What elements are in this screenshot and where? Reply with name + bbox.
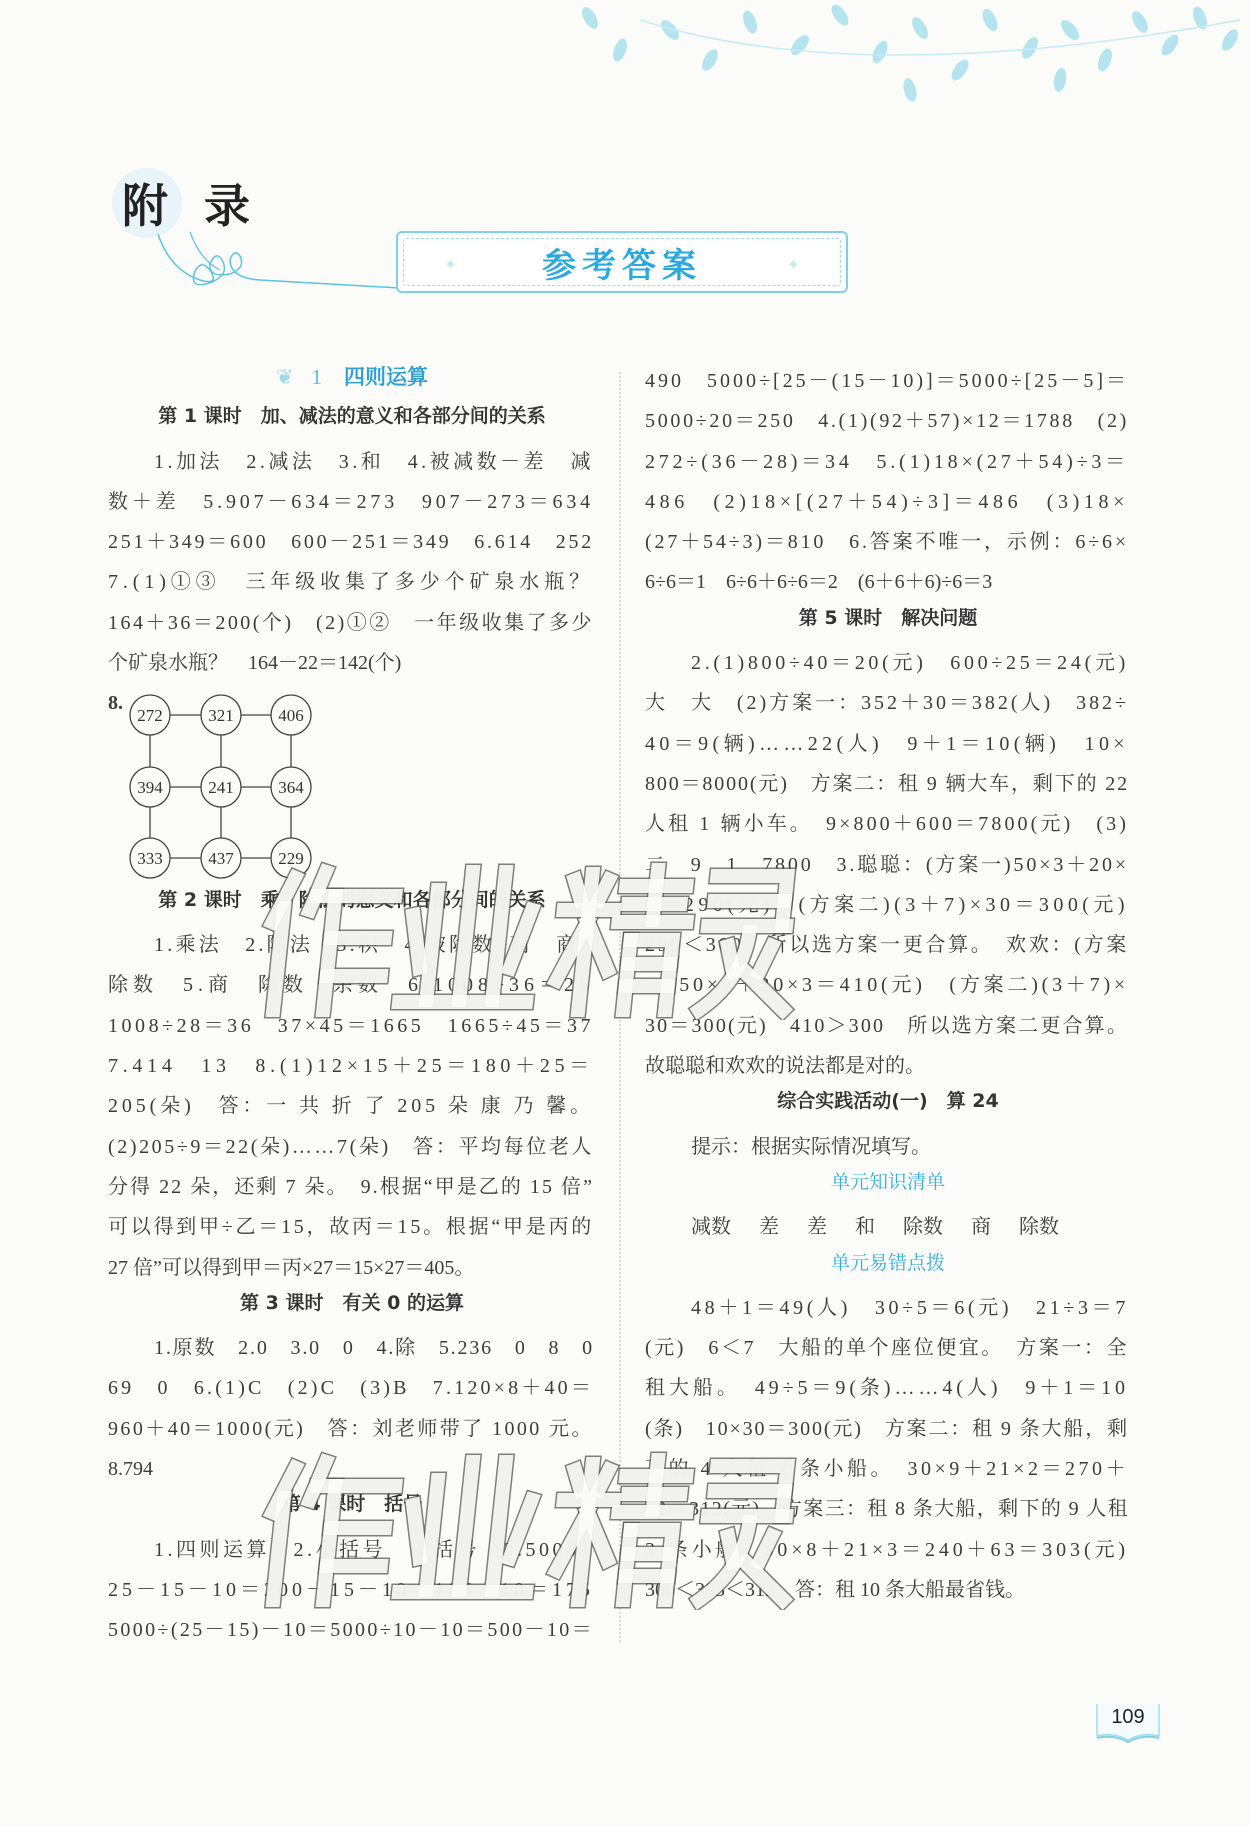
answer-line bbox=[108, 482, 596, 522]
grid-number: 272 bbox=[137, 706, 163, 726]
answer-line bbox=[645, 1409, 1131, 1449]
subsection-heading bbox=[645, 1167, 1131, 1207]
answer-line-text: 1.加法 2.减法 3.和 4.被减数－差 减 bbox=[154, 450, 594, 473]
answer-line-text: 分得 22 朵，还剩 7 朵。 9.根据“甲是乙的 15 倍” bbox=[108, 1175, 594, 1198]
appendix-title: 附 录 bbox=[122, 179, 261, 233]
number-grid bbox=[120, 683, 360, 885]
lesson-heading-text: 综合实践活动(一) 算 24 bbox=[777, 1090, 999, 1113]
banner-title: 参考答案 bbox=[542, 245, 702, 286]
answer-item: 除数 bbox=[1019, 1216, 1059, 1239]
answer-line-text: 1.四则运算 2.小括号 中括号 3.5000÷ bbox=[154, 1538, 595, 1561]
answer-item: 和 bbox=[855, 1216, 875, 1239]
answer-line bbox=[645, 1489, 1131, 1529]
answer-line-text: 290＜300 所以选方案一更合算。 欢欢：(方案 bbox=[645, 934, 1129, 957]
answer-line bbox=[645, 401, 1131, 441]
right-column bbox=[645, 361, 1131, 1610]
answer-line-text: 42＝312(元) 方案三：租 8 条大船，剩下的 9 人租 bbox=[645, 1498, 1129, 1521]
lesson-heading-text: 第 5 课时 解决问题 bbox=[798, 606, 978, 629]
answer-line bbox=[108, 1530, 596, 1570]
answer-line-text: 除数 5.商 除数 余数 6.1008÷36＝28 bbox=[108, 974, 595, 997]
answer-key-banner bbox=[396, 231, 848, 293]
answer-line-text: 5000÷20＝250 4.(1)(92＋57)×12＝1788 (2) bbox=[645, 410, 1129, 433]
subsection-heading-text: 单元易错点拨 bbox=[830, 1251, 945, 1274]
subsection-heading bbox=[645, 1248, 1131, 1288]
answer-item: 差 bbox=[759, 1216, 779, 1239]
lesson-heading bbox=[108, 885, 596, 925]
answer-line-text: 7.(1)①③ 三年级收集了多少个矿泉水瓶？ bbox=[108, 571, 594, 594]
answer-line bbox=[645, 1006, 1131, 1046]
answer-line bbox=[108, 442, 596, 482]
leaf-icon bbox=[610, 37, 629, 64]
leaf-icon bbox=[869, 39, 890, 66]
lesson-heading-text: 第 4 课时 括号 bbox=[281, 1493, 423, 1516]
answer-line bbox=[645, 522, 1131, 562]
page-number: 109 bbox=[1111, 1706, 1145, 1728]
leaf-icon bbox=[948, 57, 972, 84]
answer-line-text: 25－15－10＝200－15－10＝185－10＝175 bbox=[108, 1578, 594, 1601]
answer-line bbox=[645, 804, 1131, 844]
leaf-icon bbox=[740, 9, 759, 36]
grid-number: 333 bbox=[137, 849, 163, 869]
grid-number: 321 bbox=[208, 706, 234, 726]
answer-line-text: 下的 4 人租 2 条小船。 30×9＋21×2＝270＋ bbox=[645, 1458, 1130, 1481]
answer-line bbox=[645, 683, 1131, 723]
answer-line-text: 164＋36＝200(个) (2)①② 一年级收集了多少 bbox=[108, 611, 594, 634]
lesson-heading bbox=[108, 401, 596, 441]
lesson-heading-text: 第 3 课时 有关 0 的运算 bbox=[240, 1291, 464, 1314]
answer-line-text: 6÷6＝1 6÷6＋6÷6＝2 (6＋6＋6)÷6＝3 bbox=[645, 571, 993, 594]
leaf-icon bbox=[788, 32, 813, 58]
answer-line bbox=[108, 1006, 596, 1046]
leaf-icon bbox=[1095, 47, 1114, 74]
lesson-heading bbox=[108, 1489, 596, 1529]
answer-line bbox=[108, 522, 596, 562]
sprout-icon: ❦ bbox=[275, 365, 294, 389]
subsection-heading-text: 单元知识清单 bbox=[830, 1170, 945, 1193]
answer-line bbox=[108, 965, 596, 1005]
answer-line bbox=[108, 925, 596, 965]
answer-line-text: 8.794 bbox=[108, 1458, 153, 1481]
leaf-icon bbox=[979, 7, 1000, 34]
answer-line bbox=[645, 724, 1131, 764]
answer-line-text: 69 0 6.(1)C (2)C (3)B 7.120×8＋40＝ bbox=[108, 1377, 595, 1400]
answer-line-text: 300＜303＜312 答：租 10 条大船最省钱。 bbox=[645, 1578, 1025, 1601]
answer-line-text: 486 (2)18×[(27＋54)÷3]＝486 (3)18× bbox=[645, 490, 1129, 513]
answer-line bbox=[645, 1449, 1131, 1489]
grid-number: 241 bbox=[208, 778, 234, 798]
answer-line bbox=[645, 965, 1131, 1005]
answer-line bbox=[108, 1328, 596, 1368]
answer-line-text: 1008÷28＝36 37×45＝1665 1665÷45＝37 bbox=[108, 1014, 594, 1037]
answer-line bbox=[108, 1167, 596, 1207]
answer-line-text: 40＝9(辆)……22(人) 9＋1＝10(辆) 10× bbox=[645, 732, 1129, 755]
answer-line bbox=[645, 1046, 1131, 1086]
grid-number: 437 bbox=[208, 849, 234, 869]
leaf-icon bbox=[1129, 9, 1151, 36]
answer-line-text: 251＋349＝600 600－251＝349 6.614 252 bbox=[108, 531, 595, 554]
figure-label: 8. bbox=[108, 692, 123, 715]
leaf-icon bbox=[699, 47, 721, 74]
answer-line-text: 7.414 13 8.(1)12×15＋25＝180＋25＝ bbox=[108, 1055, 594, 1078]
answer-line bbox=[645, 442, 1131, 482]
answer-line-text: 大 大 (2)方案一：352＋30＝382(人) 382÷ bbox=[645, 692, 1129, 715]
answer-line-text: 7＝290(元) (方案二)(3＋7)×30＝300(元) bbox=[645, 893, 1129, 916]
answer-line bbox=[645, 1570, 1131, 1610]
answer-line bbox=[108, 1207, 596, 1247]
answer-line-text: 人租 1 辆小车。 9×800＋600＝7800(元) (3) bbox=[645, 813, 1129, 836]
leaf-icon bbox=[1052, 67, 1068, 93]
answer-line-text: (元) 6＜7 大船的单个座位便宜。 方案一：全 bbox=[645, 1337, 1129, 1360]
answer-line bbox=[108, 643, 596, 683]
answer-line bbox=[645, 1530, 1131, 1570]
answer-line bbox=[645, 1328, 1131, 1368]
answer-line-text: 30＝300(元) 410＞300 所以选方案二更合算。 bbox=[645, 1014, 1129, 1037]
answer-item: 减数 bbox=[691, 1216, 731, 1239]
answer-row bbox=[645, 1207, 1131, 1247]
answer-line-text: 48＋1＝49(人) 30÷5＝6(元) 21÷3＝7 bbox=[691, 1296, 1130, 1319]
answer-line-text: 一)50×7＋20×3＝410(元) (方案二)(3＋7)× bbox=[645, 974, 1129, 997]
number-grid-figure bbox=[108, 683, 596, 885]
answer-line bbox=[645, 1288, 1131, 1328]
answer-line-text: 2.(1)800÷40＝20(元) 600÷25＝24(元) bbox=[691, 652, 1130, 675]
answer-line-text: 故聪聪和欢欢的说法都是对的。 bbox=[645, 1055, 925, 1078]
answer-line bbox=[645, 643, 1131, 683]
column-divider bbox=[619, 372, 621, 1642]
answer-line bbox=[108, 1610, 596, 1650]
answer-line-text: 二 9 1 7800 3.聪聪：(方案一)50×3＋20× bbox=[645, 853, 1129, 876]
leaf-icon bbox=[1158, 32, 1182, 59]
answer-line bbox=[645, 361, 1131, 401]
lesson-heading bbox=[108, 1288, 596, 1328]
answer-line bbox=[108, 1248, 596, 1288]
section-number: 1 bbox=[311, 365, 323, 389]
leaf-decoration bbox=[560, 0, 1250, 110]
section-title: 四则运算 bbox=[344, 365, 429, 389]
lesson-heading bbox=[645, 1086, 1131, 1126]
answer-line-text: (条) 10×30＝300(元) 方案二：租 9 条大船，剩 bbox=[645, 1417, 1129, 1440]
answer-line-text: 1.乘法 2.除法 3.积 4.被除数÷商 商× bbox=[154, 934, 594, 957]
section-heading bbox=[108, 361, 596, 401]
answer-line bbox=[108, 1409, 596, 1449]
answer-line-text: 5000÷(25－15)－10＝5000÷10－10＝500－10＝ bbox=[108, 1619, 594, 1642]
leaf-icon bbox=[1219, 27, 1241, 54]
answer-line bbox=[645, 764, 1131, 804]
lesson-heading-text: 第 1 课时 加、减法的意义和各部分间的关系 bbox=[158, 405, 546, 428]
swirl-decoration bbox=[150, 230, 410, 300]
answer-line-text: 205(朵) 答：一 共 折 了 205 朵 康 乃 馨。 bbox=[108, 1095, 594, 1118]
leaf-icon bbox=[579, 5, 601, 32]
page-number-badge bbox=[1093, 1700, 1163, 1744]
answer-line bbox=[645, 1127, 1131, 1167]
leaf-icon bbox=[1058, 17, 1083, 43]
answer-item: 差 bbox=[807, 1216, 827, 1239]
lesson-heading bbox=[645, 603, 1131, 643]
answer-item: 商 bbox=[971, 1216, 991, 1239]
answer-line bbox=[645, 482, 1131, 522]
answer-line-text: 提示：根据实际情况填写。 bbox=[691, 1135, 931, 1158]
answer-line bbox=[645, 845, 1131, 885]
answer-line-text: 960＋40＝1000(元) 答：刘老师带了 1000 元。 bbox=[108, 1417, 594, 1440]
grid-number: 364 bbox=[278, 778, 304, 798]
grid-number: 229 bbox=[278, 849, 304, 869]
star-icon: ✦ bbox=[444, 257, 458, 274]
leaf-icon bbox=[828, 2, 852, 29]
answer-line bbox=[645, 562, 1131, 602]
answer-line bbox=[108, 1570, 596, 1610]
answer-line bbox=[108, 1046, 596, 1086]
grid-number: 406 bbox=[278, 706, 304, 726]
star-icon: ✦ bbox=[786, 257, 800, 274]
leaf-icon bbox=[901, 77, 919, 103]
answer-line bbox=[108, 1449, 596, 1489]
answer-line-text: 490 5000÷[25－(15－10)]＝5000÷[25－5]＝ bbox=[645, 370, 1129, 392]
answer-line-text: (2)205÷9＝22(朵)……7(朵) 答：平均每位老人 bbox=[108, 1135, 594, 1158]
answer-line bbox=[108, 1368, 596, 1408]
answer-line-text: 800＝8000(元) 方案二：租 9 辆大车，剩下的 22 bbox=[645, 772, 1129, 795]
answer-line-text: 272÷(36－28)＝34 5.(1)18×(27＋54)÷3＝ bbox=[645, 450, 1129, 473]
leaf-icon bbox=[909, 15, 931, 42]
leaf-icon bbox=[658, 17, 683, 43]
answer-line-text: 租大船。 49÷5＝9(条)……4(人) 9＋1＝10 bbox=[645, 1377, 1129, 1400]
answer-line bbox=[645, 885, 1131, 925]
grid-number: 394 bbox=[137, 778, 163, 798]
answer-line bbox=[645, 1368, 1131, 1408]
answer-line-text: 个矿泉水瓶？ 164－22＝142(个) bbox=[108, 652, 402, 675]
answer-line-text: 数＋差 5.907－634＝273 907－273＝634 bbox=[108, 490, 595, 513]
answer-line bbox=[108, 562, 596, 602]
lesson-heading-text: 第 2 课时 乘、除法的意义和各部分间的关系 bbox=[158, 888, 546, 911]
answer-line bbox=[645, 925, 1131, 965]
answer-line bbox=[108, 1127, 596, 1167]
answer-line-text: 27 倍”可以得到甲＝丙×27＝15×27＝405。 bbox=[108, 1256, 475, 1279]
answer-line-text: 1.原数 2.0 3.0 0 4.除 5.236 0 8 0 bbox=[154, 1337, 594, 1360]
answer-item: 除数 bbox=[903, 1216, 943, 1239]
answer-line-text: 可以得到甲÷乙＝15，故丙＝15。根据“甲是丙的 bbox=[108, 1216, 594, 1239]
answer-line-text: 3 条小船。30×8＋21×3＝240＋63＝303(元) bbox=[645, 1538, 1129, 1561]
answer-line bbox=[108, 603, 596, 643]
answer-line bbox=[108, 1086, 596, 1126]
answer-line-text: (27＋54÷3)＝810 6.答案不唯一，示例：6÷6× bbox=[645, 531, 1129, 554]
left-column bbox=[108, 361, 596, 1651]
